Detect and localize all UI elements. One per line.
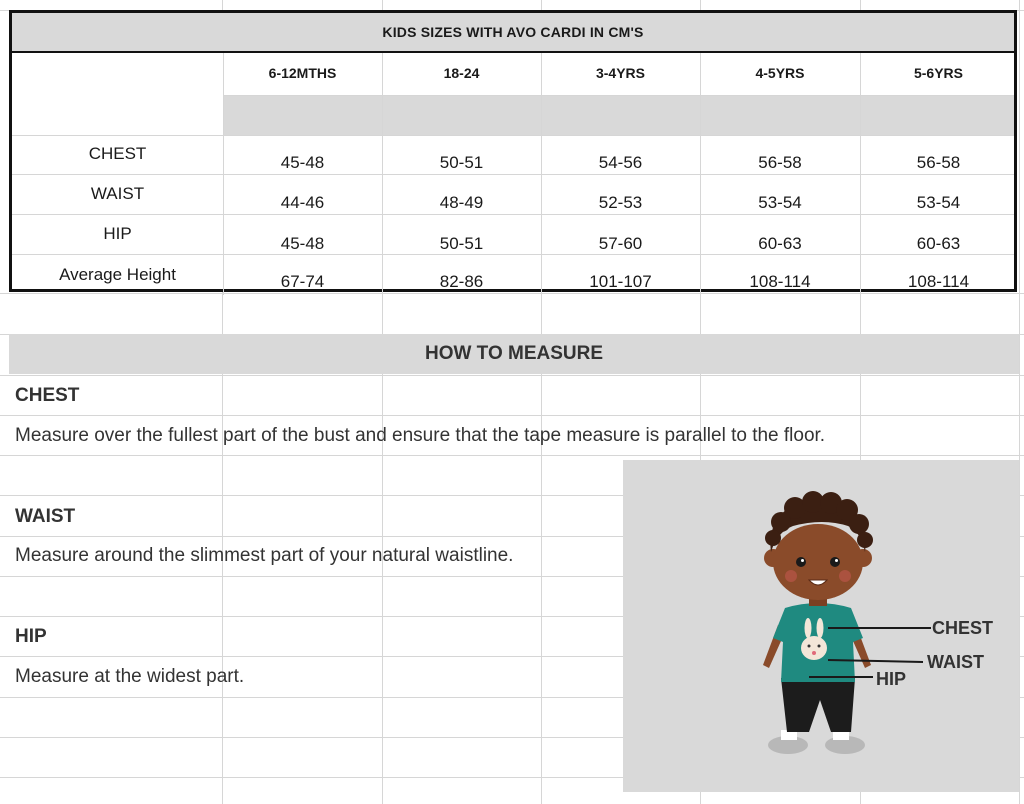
row-label-waist: WAIST [90, 184, 145, 203]
waist-callout-label: WAIST [927, 652, 984, 672]
column-header: 6-12MTHS [268, 65, 337, 81]
table-cell: 60-63 [758, 234, 802, 253]
hip-section-text: Measure at the widest part. [15, 666, 245, 687]
chest-callout-label: CHEST [932, 618, 994, 638]
table-cell: 57-60 [598, 234, 643, 253]
size-table [9, 10, 1017, 292]
table-cell: 101-107 [589, 272, 652, 291]
waist-section-text: Measure around the slimmest part of your natural waistline. [15, 545, 514, 566]
column-header: 3-4YRS [595, 65, 646, 81]
column-header: 5-6YRS [913, 65, 964, 81]
table-cell: 50-51 [439, 153, 484, 172]
table-cell: 45-48 [280, 234, 325, 253]
waist-section-title: WAIST [15, 506, 76, 527]
column-header: 18-24 [443, 65, 480, 81]
table-title: KIDS SIZES WITH AVO CARDI IN CM'S [12, 13, 1014, 53]
table-cell: 67-74 [280, 272, 325, 291]
table-cell: 82-86 [439, 272, 484, 291]
table-cell: 53-54 [758, 193, 802, 212]
table-cell: 56-58 [758, 153, 802, 172]
table-cell: 60-63 [916, 234, 961, 253]
hip-callout-label: HIP [876, 669, 907, 689]
chest-section-text: Measure over the fullest part of the bust and ensure that the tape measure is parallel to the floor. [15, 425, 826, 446]
table-cell: 45-48 [280, 153, 325, 172]
table-cell: 53-54 [916, 193, 961, 212]
row-label-average-height: Average Height [59, 265, 176, 284]
table-cell: 56-58 [916, 153, 961, 172]
table-cell: 50-51 [439, 234, 484, 253]
chest-section-title: CHEST [15, 385, 80, 406]
how-to-measure-title: HOW TO MEASURE [9, 334, 1019, 374]
row-label-hip: HIP [103, 224, 132, 243]
table-cell: 44-46 [280, 193, 325, 212]
table-cell: 48-49 [439, 193, 484, 212]
hip-section-title: HIP [15, 626, 47, 647]
table-cell: 108-114 [749, 272, 811, 291]
table-cell: 54-56 [598, 153, 643, 172]
row-label-chest: CHEST [88, 144, 147, 163]
column-header: 4-5YRS [755, 65, 805, 81]
table-cell: 108-114 [907, 272, 970, 291]
table-cell: 52-53 [598, 193, 643, 212]
header-band [223, 95, 1014, 135]
child-measurement-illustration [623, 460, 1019, 792]
